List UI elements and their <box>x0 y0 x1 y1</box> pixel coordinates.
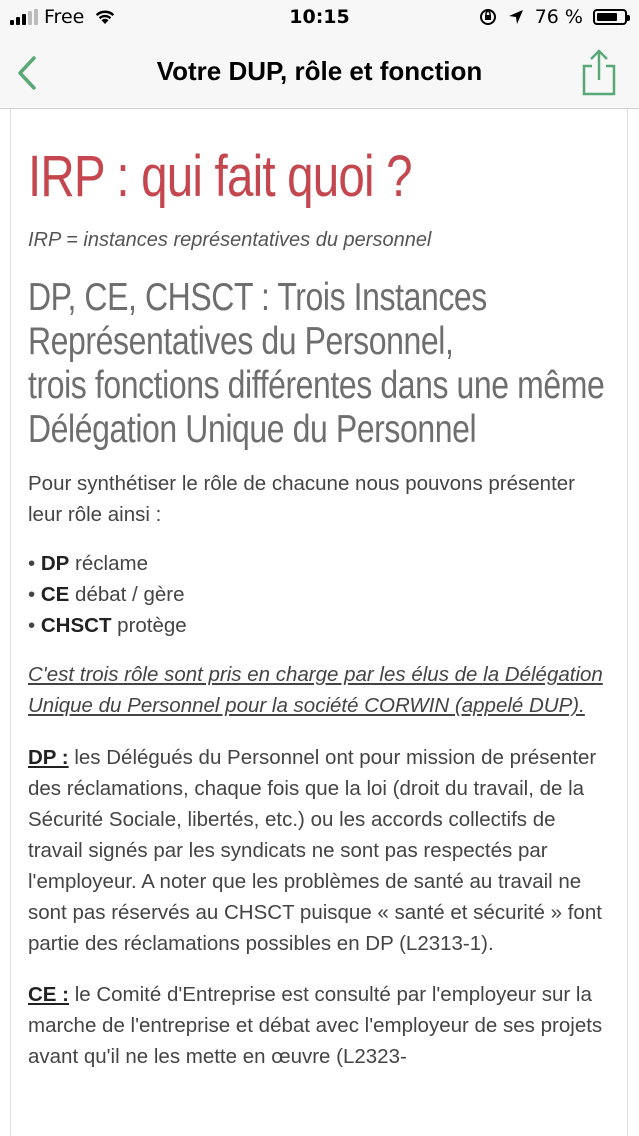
carrier-label: Free <box>44 6 85 28</box>
share-button[interactable] <box>579 48 619 96</box>
dp-label: DP : <box>28 745 69 769</box>
dp-paragraph: DP : les Délégués du Personnel ont pour mission de présenter des réclamations, chaque fois que la loi (droit du travail, de la Sécurité Sociale, libertés, etc.) ou les accords collectifs de travail signés par les syndicats ne sont pas respectés par l'employeur. A noter que les problèmes de santé au travail ne sont pas réservés au CHSCT puisque « santé et sécurité » font partie des réclamations possibles en DP (L2313-1). <box>28 745 602 955</box>
clock: 10:15 <box>289 6 350 28</box>
ce-paragraph: CE : le Comité d'Entreprise est consulté par l'employeur sur la marche de l'entreprise et débat avec l'employeur de ses projets avant qu'il ne les mette en œuvre (L2323- <box>28 982 603 1068</box>
location-icon <box>507 8 525 26</box>
article-subtitle: IRP = instances représentatives du personnel <box>28 229 432 251</box>
list-item: • CE débat / gère <box>28 583 185 606</box>
ce-label: CE : <box>28 982 69 1006</box>
article-title: IRP : qui fait quoi ? <box>28 144 412 209</box>
intro-paragraph: Pour synthétiser le rôle de chacune nous pouvons présenter leur rôle ainsi : <box>28 472 576 526</box>
heading-line: trois fonctions différentes dans une même <box>28 364 605 407</box>
roles-list <box>28 548 609 641</box>
status-bar <box>0 0 639 38</box>
heading-line: Représentatives du Personnel, <box>28 320 454 363</box>
section-heading <box>28 276 609 452</box>
navigation-bar <box>0 38 639 109</box>
list-item: • DP réclame <box>28 552 148 575</box>
orientation-lock-icon <box>479 8 497 26</box>
heading-line: Délégation Unique du Personnel <box>28 408 477 451</box>
note-paragraph: C'est trois rôle sont pris en charge par les élus de la Délégation Unique du Personnel pour la société CORWIN (appelé DUP). <box>28 663 603 717</box>
battery-icon <box>593 9 627 25</box>
list-item: • CHSCT protège <box>28 614 187 637</box>
article-content[interactable] <box>10 109 628 1136</box>
heading-line: DP, CE, CHSCT : Trois Instances <box>28 276 487 319</box>
battery-percent: 76 % <box>534 6 583 28</box>
share-icon <box>579 48 619 96</box>
page-title: Votre DUP, rôle et fonction <box>156 56 483 86</box>
